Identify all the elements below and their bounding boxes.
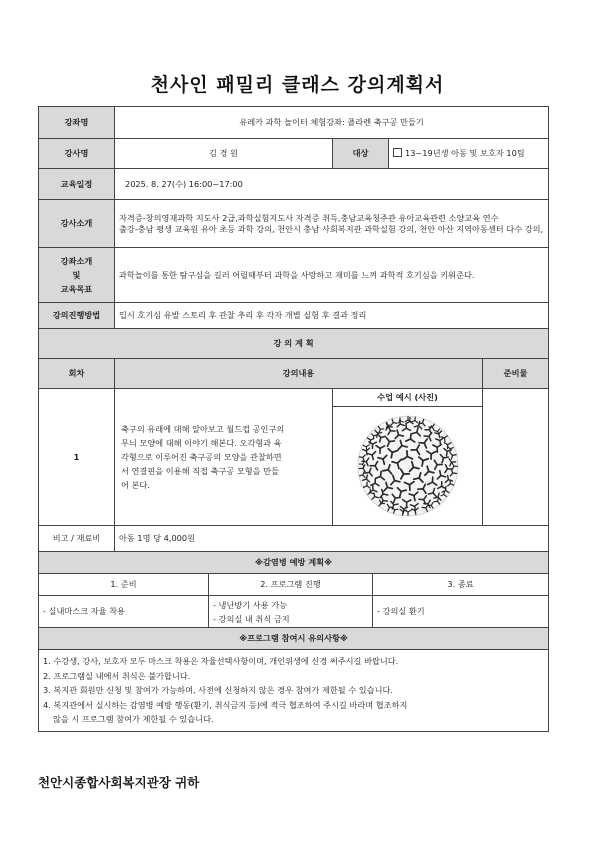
prep-header: 준비물 <box>483 359 549 389</box>
bio-label: 강사소개 <box>39 200 115 248</box>
schedule-value: 2025. 8. 27(수) 16:00~17:00 <box>115 169 549 200</box>
note-1: 1. 수강생, 강사, 보호자 모두 마스크 착용은 자율선택사항이며, 개인위생에 신경 써주시길 바랍니다. <box>43 656 399 666</box>
row-instructor <box>39 139 549 169</box>
end-detail: - 강의실 환기 <box>373 596 549 628</box>
progress-detail <box>209 596 373 628</box>
target-value: 13~19년생 아동 및 보호자 10팀 <box>405 148 525 158</box>
row-prevention-steps <box>39 574 549 596</box>
note-4-continued: 않을 시 프로그램 참여가 제한될 수 있습니다. <box>53 714 214 724</box>
progress-detail-1: - 냉난방기 사용 가능 <box>213 599 288 610</box>
footer-recipient: 천안시종합사회복지관장 귀하 <box>38 775 200 790</box>
content-line-5: 어 본다. <box>121 480 150 490</box>
session-content <box>115 389 333 526</box>
row-notes-header <box>39 628 549 650</box>
row-notes <box>39 650 549 732</box>
row-prevention-details <box>39 596 549 628</box>
fullerene-ball-image <box>353 411 463 521</box>
row-schedule <box>39 169 549 200</box>
step-end: 3. 종료 <box>373 574 549 596</box>
bio-value <box>115 200 549 248</box>
content-line-3: 각형으로 이루어진 축구공의 모양을 관찰하면 <box>121 452 282 462</box>
note-3: 3. 복지관 회원만 신청 및 참여가 가능하며, 사전에 신청하지 않은 경우 참여가 제한될 수 있습니다. <box>43 685 394 695</box>
note-4: 4. 복지관에서 실시하는 감염병 예방 행동(환기, 취식금지 등)에 적극 협조하여 주시길 바라며 협조하지 <box>43 699 408 710</box>
bio-line-1: 자격증-창의영재과학 지도사 2급,과학실험지도사 자격증 취득,충남교육청주관 유아교육관련 소양교육 연수 <box>119 212 499 223</box>
intro-label-line-1: 강좌소개 <box>60 256 93 266</box>
content-header: 강의내용 <box>115 359 483 389</box>
row-intro <box>39 248 549 303</box>
note-2: 2. 프로그램실 내에서 취식은 불가합니다. <box>43 670 191 681</box>
course-name-value: 유레카 과학 놀이터 체험강좌: 플라렌 축구공 만들기 <box>115 107 549 139</box>
notes-header: ※프로그램 참여시 유의사항※ <box>39 628 549 650</box>
target-cell <box>389 139 549 169</box>
row-prevention-header <box>39 552 549 574</box>
content-line-2: 무늬 모양에 대해 이야기 해본다. 오각형과 육 <box>121 438 282 448</box>
intro-label-line-3: 교육목표 <box>60 284 93 294</box>
content-line-1: 축구의 유래에 대해 알아보고 월드컵 공인구의 <box>121 424 285 434</box>
row-plan-columns <box>39 359 549 389</box>
method-label: 강의진행방법 <box>39 303 115 329</box>
instructor-label: 강사명 <box>39 139 115 169</box>
row-course-name <box>39 107 549 139</box>
instructor-value: 김 경 원 <box>115 139 333 169</box>
course-name-label: 강좌명 <box>39 107 115 139</box>
target-label: 대상 <box>333 139 389 169</box>
prep-cell <box>483 389 549 526</box>
notes-list <box>39 650 549 732</box>
row-method <box>39 303 549 329</box>
intro-label-line-2: 및 <box>72 270 81 280</box>
photo-title: 수업 예시 (사진) <box>333 389 482 407</box>
method-value: 입시 호기심 유발 스토리 후 관찰 추리 후 각자 개별 실험 후 결과 정리 <box>115 303 549 329</box>
schedule-label: 교육일정 <box>39 169 115 200</box>
lecture-plan-table <box>38 106 549 732</box>
prevention-header: ※감염병 예방 계획※ <box>39 552 549 574</box>
photo-cell <box>333 389 483 526</box>
intro-value: 과학놀이를 통한 탐구심을 길러 어릴때부터 과학을 사랑하고 재미를 느껴 과학적 호기심을 키워준다. <box>115 248 549 303</box>
session-number: 1 <box>39 389 115 526</box>
row-plan-header <box>39 329 549 359</box>
prepare-detail: - 실내마스크 자율 착용 <box>39 596 209 628</box>
row-session-1 <box>39 389 549 526</box>
step-progress: 2. 프로그램 진행 <box>209 574 373 596</box>
remarks-value: 아동 1명 당 4,000원 <box>115 526 549 552</box>
session-header: 회차 <box>39 359 115 389</box>
bio-line-2: 출강-충남 평생 교육원 유아 초등 과학 강의, 천안시 충남 사회복지관 과학실험 강의, 천안 아산 지역아동센터 다수 강의, <box>119 223 544 234</box>
progress-detail-2: - 강의실 내 취식 금지 <box>213 613 290 624</box>
step-prepare: 1. 준비 <box>39 574 209 596</box>
checkbox-icon <box>393 148 402 157</box>
intro-label <box>39 248 115 303</box>
content-line-4: 서 연결핀을 이용해 직접 축구공 모형을 만들 <box>121 466 279 476</box>
plan-header: 강 의 계 획 <box>39 329 549 359</box>
row-bio <box>39 200 549 248</box>
row-remarks <box>39 526 549 552</box>
document-title: 천사인 패밀리 클래스 강의계획서 <box>150 74 445 96</box>
remarks-label: 비고 / 재료비 <box>39 526 115 552</box>
